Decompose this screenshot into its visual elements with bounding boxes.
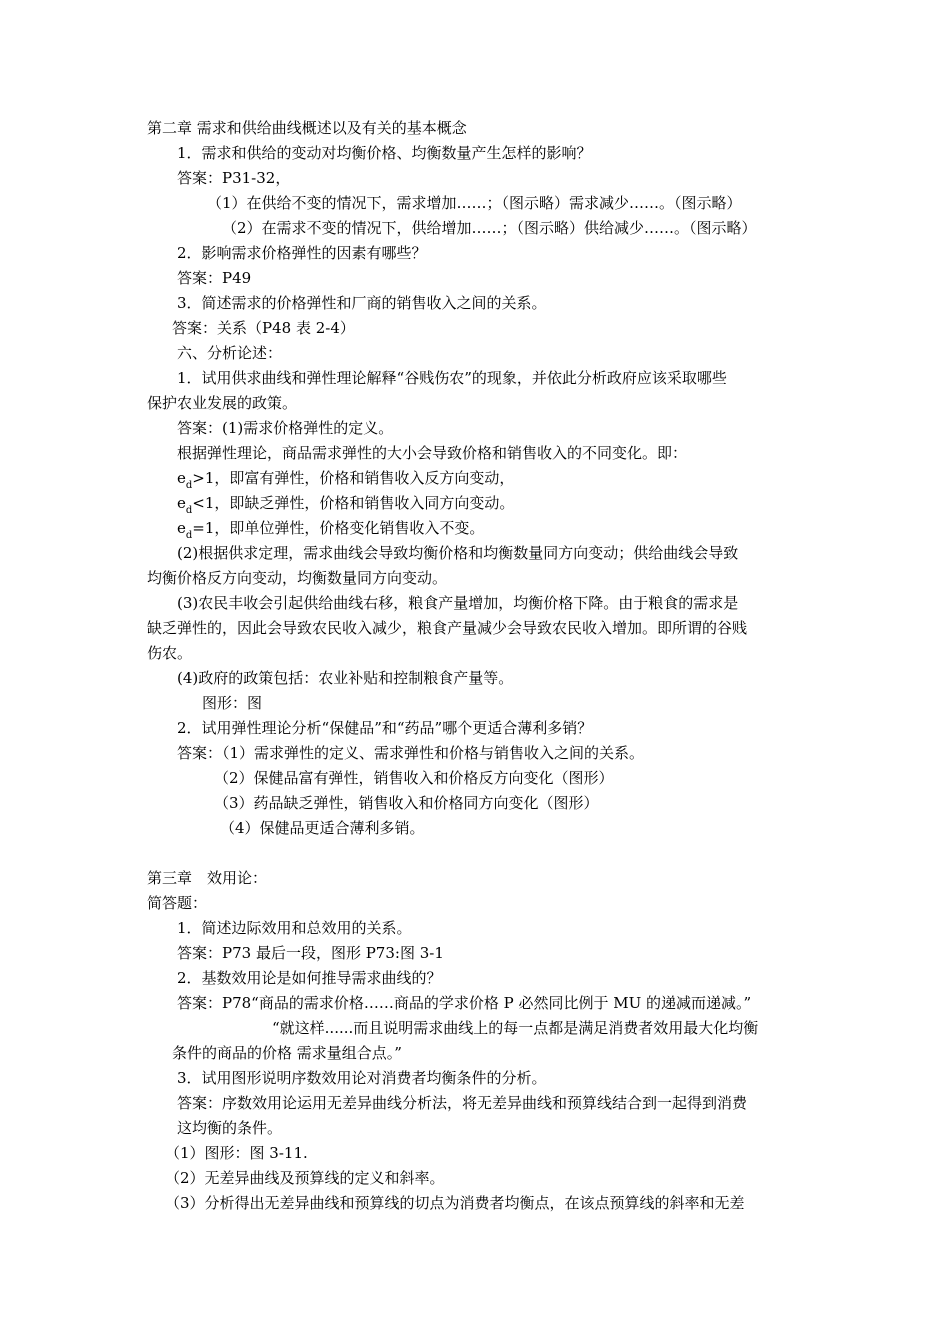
unit-elastic-case: $e_d=1$，即单位弹性，价格变化销售收入不变。 <box>177 519 485 541</box>
essay-answer-point-3: (3)农民丰收会引起供给曲线右移，粮食产量增加，均衡价格下降。由于粮食的需求是 <box>177 594 739 612</box>
essay-answer-point-3-cont: 缺乏弹性的，因此会导致农民收入减少，粮食产量减少会导致农民收入增加。即所谓的谷贱 <box>147 619 748 637</box>
ch3-question-3: 3．试用图形说明序数效用论对消费者均衡条件的分析。 <box>177 1069 547 1087</box>
essay-answer-2-point-2: （2）保健品富有弹性，销售收入和价格反方向变化（图形） <box>214 769 614 787</box>
section-6-heading: 六、分析论述： <box>177 344 283 362</box>
elastic-case: $e_d>1$，即富有弹性，价格和销售收入反方向变动， <box>177 469 515 491</box>
inelastic-case: $e_d<1$，即缺乏弹性，价格和销售收入同方向变动。 <box>177 494 515 516</box>
essay-answer-point-2: (2)根据供求定理，需求曲线会导致均衡价格和均衡数量同方向变动；供给曲线会导致 <box>177 544 739 562</box>
essay-answer-point-2-cont: 均衡价格反方向变动，均衡数量同方向变动。 <box>147 569 448 587</box>
answer-3: 答案：关系（P48 表 2-4） <box>172 319 355 337</box>
answer-1-point-1: （1）在供给不变的情况下，需求增加……；（图示略）需求减少……。（图示略） <box>207 194 742 212</box>
ch3-answer-1: 答案：P73 最后一段，图形 P73:图 3-1 <box>177 944 444 962</box>
essay-question-1: 1．试用供求曲线和弹性理论解释“谷贱伤农”的现象，并依此分析政府应该采取哪些 <box>177 369 727 387</box>
ch3-answer-3-cont: 这均衡的条件。 <box>177 1119 283 1137</box>
ch3-answer-2-cont: “就这样......而且说明需求曲线上的每一点都是满足消费者效用最大化均衡 <box>272 1019 759 1037</box>
chapter-2-heading: 第二章 需求和供给曲线概述以及有关的基本概念 <box>147 119 467 137</box>
chapter-3-heading: 第三章 效用论： <box>147 869 268 887</box>
ch3-answer-3: 答案：序数效用论运用无差异曲线分析法，将无差异曲线和预算线结合到一起得到消费 <box>177 1094 748 1112</box>
essay-answer-point-4: (4)政府的政策包括：农业补贴和控制粮食产量等。 <box>177 669 514 687</box>
answer-1-point-2: （2）在需求不变的情况下，供给增加……；（图示略）供给减少……。（图示略） <box>222 219 757 237</box>
elasticity-theory-intro: 根据弹性理论，商品需求弹性的大小会导致价格和销售收入的不同变化。即： <box>177 444 688 462</box>
ch3-answer-3-point-3: （3）分析得出无差异曲线和预算线的切点为消费者均衡点，在该点预算线的斜率和无差 <box>165 1194 745 1212</box>
ch3-question-2: 2．基数效用论是如何推导需求曲线的？ <box>177 969 442 987</box>
question-3: 3．简述需求的价格弹性和厂商的销售收入之间的关系。 <box>177 294 547 312</box>
short-answer-heading: 简答题： <box>147 894 208 912</box>
ch3-answer-2: 答案：P78“商品的需求价格……商品的学求价格 P 必然同比例于 MU 的递减而递减。” <box>177 994 752 1012</box>
figure-note: 图形：图 <box>202 694 263 712</box>
essay-answer-2-point-3: （3）药品缺乏弹性，销售收入和价格同方向变化（图形） <box>214 794 599 812</box>
essay-question-1-cont: 保护农业发展的政策。 <box>147 394 298 412</box>
essay-answer-point-3-end: 伤农。 <box>147 644 193 662</box>
ch3-answer-3-point-1: （1）图形：图 3-11. <box>165 1144 308 1162</box>
answer-2: 答案：P49 <box>177 269 252 287</box>
answer-1: 答案：P31-32， <box>177 169 291 187</box>
ch3-question-1: 1．简述边际效用和总效用的关系。 <box>177 919 412 937</box>
question-2: 2．影响需求价格弹性的因素有哪些？ <box>177 244 427 262</box>
ch3-answer-2-end: 条件的商品的价格 需求量组合点。” <box>172 1044 402 1062</box>
essay-answer-2: 答案：（1）需求弹性的定义、需求弹性和价格与销售收入之间的关系。 <box>177 744 645 762</box>
essay-question-2: 2．试用弹性理论分析“保健品”和“药品”哪个更适合薄利多销？ <box>177 719 593 737</box>
essay-answer-2-point-4: （4）保健品更适合薄利多销。 <box>220 819 425 837</box>
essay-answer-1: 答案：(1)需求价格弹性的定义。 <box>177 419 394 437</box>
ch3-answer-3-point-2: （2）无差异曲线及预算线的定义和斜率。 <box>165 1169 445 1187</box>
question-1: 1．需求和供给的变动对均衡价格、均衡数量产生怎样的影响？ <box>177 144 592 162</box>
